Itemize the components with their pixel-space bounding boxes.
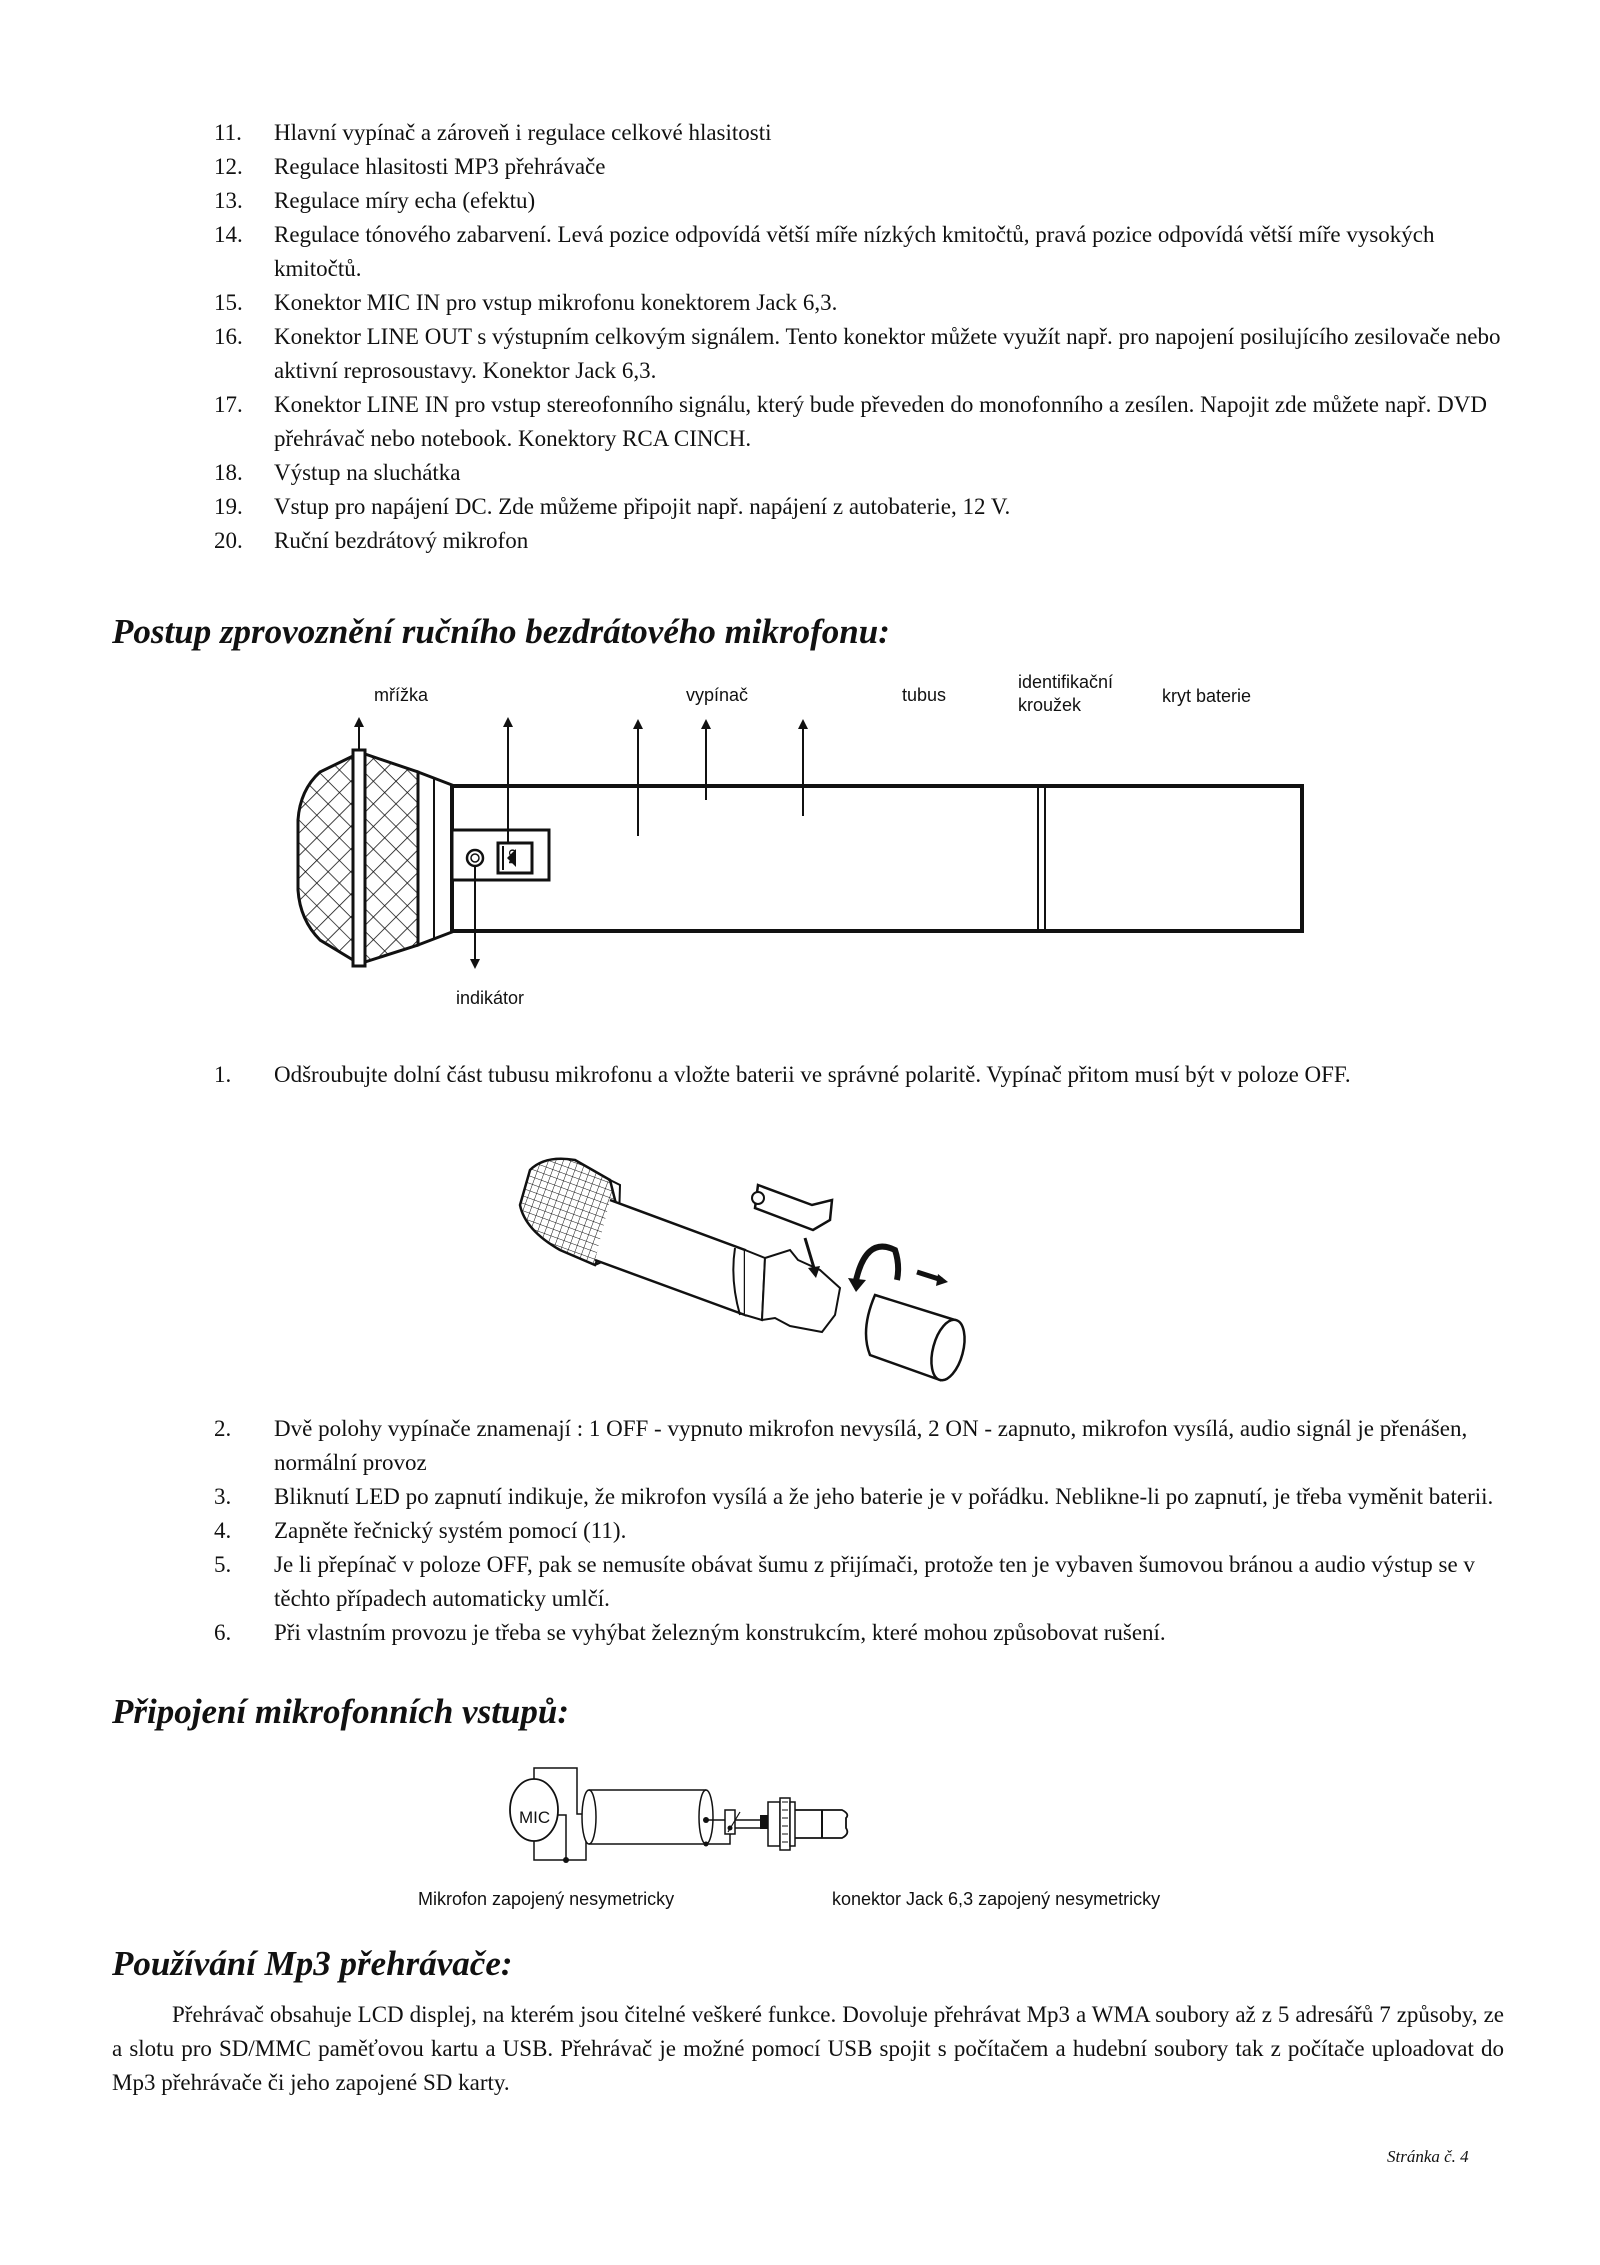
- item-text: Dvě polohy vypínače znamenají : 1 OFF - vypnuto mikrofon nevysílá, 2 ON - zapnuto, mikrofon vysílá, audio signál je přenášen, normální provoz: [274, 1416, 1468, 1475]
- caption-jack-unbalanced: konektor Jack 6,3 zapojený nesymetricky: [832, 1889, 1161, 1909]
- item-text: Vstup pro napájení DC. Zde můžeme připojit např. napájení z autobaterie, 12 V.: [274, 494, 1011, 519]
- item-number: 16.: [214, 324, 243, 349]
- item-number: 15.: [214, 290, 243, 315]
- section-heading-mic-inputs: Připojení mikrofonních vstupů:: [112, 1692, 570, 1731]
- item-text: Konektor MIC IN pro vstup mikrofonu konektorem Jack 6,3.: [274, 290, 838, 315]
- item-text: Konektor LINE OUT s výstupním celkovým signálem. Tento konektor můžete využít např. pro napojení posilujícího zesilovače nebo aktivní reprosoustavy. Konektor Jack 6,3.: [274, 324, 1501, 383]
- list-item: [214, 1548, 1504, 1616]
- list-item: [214, 1058, 1504, 1092]
- mic-symbol-label: MIC: [519, 1808, 551, 1827]
- list-item: [214, 1616, 1504, 1650]
- item-number: 11.: [214, 120, 242, 145]
- battery-insertion-illustration: [500, 1150, 1150, 1400]
- label-id-ring-2: kroužek: [1018, 695, 1082, 715]
- item-number: 18.: [214, 460, 243, 485]
- label-grille: mřížka: [374, 685, 428, 705]
- item-text: Odšroubujte dolní část tubusu mikrofonu a vložte baterii ve správné polaritě. Vypínač přitom musí být v poloze OFF.: [274, 1062, 1351, 1087]
- item-number: 3.: [214, 1484, 232, 1509]
- item-text: Ruční bezdrátový mikrofon: [274, 528, 529, 553]
- item-text: Bliknutí LED po zapnutí indikuje, že mikrofon vysílá a že jeho baterie je v pořádku. Neblikne-li po zapnutí, je třeba vyměnit baterii.: [274, 1484, 1494, 1509]
- item-number: 20.: [214, 528, 243, 553]
- microphone-diagram: [0, 0, 1600, 1040]
- caption-mic-unbalanced: Mikrofon zapojený nesymetricky: [418, 1889, 675, 1909]
- item-number: 1.: [214, 1062, 232, 1087]
- item-number: 19.: [214, 494, 243, 519]
- item-number: 5.: [214, 1552, 232, 1577]
- label-switch: vypínač: [686, 685, 749, 705]
- list-item: [214, 1480, 1504, 1514]
- label-id-ring-1: identifikační: [1018, 672, 1114, 692]
- item-text: Regulace hlasitosti MP3 přehrávače: [274, 154, 606, 179]
- item-text: Hlavní vypínač a zároveň i regulace celkové hlasitosti: [274, 120, 772, 145]
- item-number: 6.: [214, 1620, 232, 1645]
- label-battery-cover: kryt baterie: [1162, 686, 1252, 706]
- item-number: 4.: [214, 1518, 232, 1543]
- item-text: Zapněte řečnický systém pomocí (11).: [274, 1518, 627, 1543]
- steps-list-rest: [214, 1412, 1504, 1650]
- label-tube: tubus: [902, 685, 947, 705]
- item-number: 13.: [214, 188, 243, 213]
- steps-list-first: [214, 1058, 1504, 1092]
- mp3-paragraph: Přehrávač obsahuje LCD displej, na kterém jsou čitelné veškeré funkce. Dovoluje přehrávat Mp3 a WMA soubory až z 5 adresářů 7 způsoby, ze a slotu pro SD/MMC paměťovou kartu a USB. Přehrávač je možné pomocí USB spojit s počítačem a hudební soubory tak z počítače uploadovat do Mp3 přehrávače či jeho zapojené SD karty.: [112, 2002, 1504, 2095]
- list-item: [214, 1514, 1504, 1548]
- item-text: Regulace míry echa (efektu): [274, 188, 536, 213]
- wiring-diagram: [0, 1740, 1600, 1900]
- label-indicator: indikátor: [456, 988, 525, 1008]
- item-number: 17.: [214, 392, 243, 417]
- item-number: 14.: [214, 222, 243, 247]
- item-text: Je li přepínač v poloze OFF, pak se nemusíte obávat šumu z přijímači, protože ten je vybaven šumovou bránou a audio výstup se v těchto případech automaticky umlčí.: [274, 1552, 1475, 1611]
- item-text: Regulace tónového zabarvení. Levá pozice odpovídá větší míře nízkých kmitočtů, pravá pozice odpovídá větší míře vysokých kmitočtů.: [274, 222, 1435, 281]
- list-item: [214, 1412, 1504, 1480]
- item-text: Výstup na sluchátka: [274, 460, 461, 485]
- item-number: 2.: [214, 1416, 232, 1441]
- item-text: Při vlastním provozu je třeba se vyhýbat železným konstrukcím, které mohou způsobovat rušení.: [274, 1620, 1166, 1645]
- switch-on-label: ON: [506, 849, 517, 864]
- section-heading-wireless-mic: Postup zprovoznění ručního bezdrátového mikrofonu:: [112, 612, 890, 651]
- page-number: Stránka č. 4: [1387, 2147, 1469, 2166]
- section-heading-mp3: Používání Mp3 přehrávače:: [112, 1944, 513, 1983]
- item-text: Konektor LINE IN pro vstup stereofonního signálu, který bude převeden do monofonního a zesílen. Napojit zde můžete např. DVD přehrávač nebo notebook. Konektory RCA CINCH.: [274, 392, 1487, 451]
- item-number: 12.: [214, 154, 243, 179]
